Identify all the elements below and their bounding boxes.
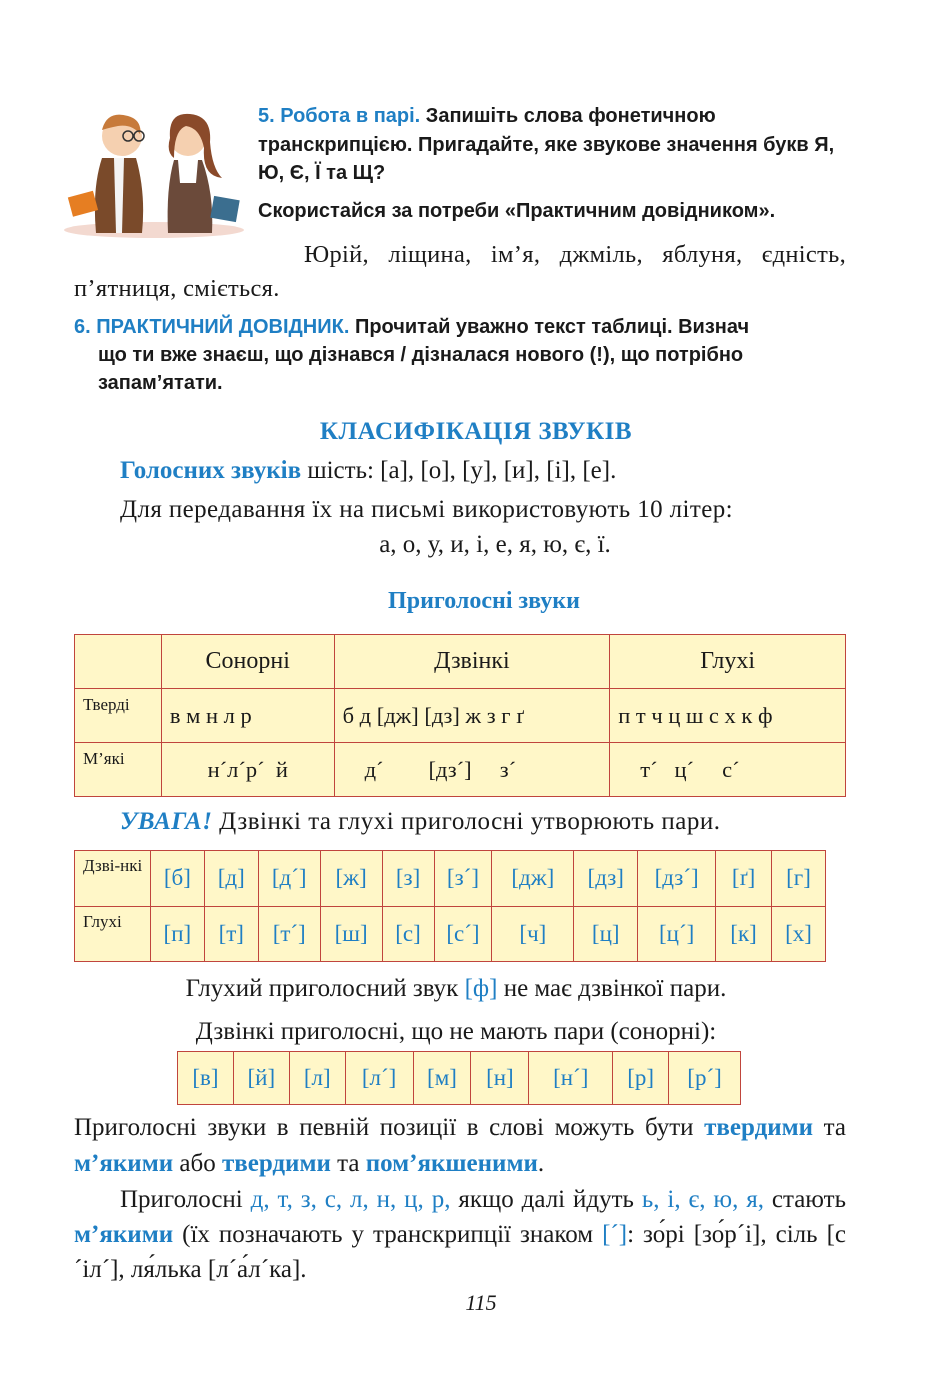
pair-cell: [с] bbox=[382, 906, 434, 962]
sonorant-cell: [р´] bbox=[669, 1052, 741, 1105]
p2-examples: : зо́рі [зо́р´і], сіль [с´іл´], ля́лька [л´а́л´ка]. bbox=[74, 1221, 846, 1283]
unpaired-sound: [ф] bbox=[464, 975, 498, 1002]
p2-text: стають bbox=[763, 1186, 846, 1213]
sonorant-cell: [н] bbox=[471, 1052, 529, 1105]
pair-cell: [ж] bbox=[320, 851, 382, 907]
task6-line1: Прочитай уважно текст таблиці. Визнач bbox=[354, 316, 750, 338]
sonorants-line: Дзвінкі приголосні, що не мають пари (сонорні): bbox=[195, 1018, 717, 1045]
p2-text: Приголосні bbox=[120, 1186, 251, 1213]
header-voiced: Дзвінкі bbox=[334, 635, 610, 689]
task6-line2: що ти вже знаєш, що дізнався / дізналася нового (!), що потрібно bbox=[98, 344, 744, 366]
task5-text: Запишіть слова фонетичною транскрипцією. Пригадайте, яке звукове значення букв Я, Ю, Є, Ї та Щ? bbox=[258, 105, 835, 184]
sonorant-cell: [л´] bbox=[345, 1052, 413, 1105]
cell-soft-sonorant: н´л´р´ й bbox=[161, 743, 334, 797]
p2-softness-sign: [´] bbox=[602, 1221, 628, 1248]
pair-cell: [ч] bbox=[492, 906, 574, 962]
sonorant-cell: [в] bbox=[178, 1052, 234, 1105]
consonant-table bbox=[74, 634, 846, 797]
pair-cell: [з´] bbox=[434, 851, 492, 907]
pair-cell: [ц] bbox=[574, 906, 638, 962]
header-voiceless: Глухі bbox=[610, 635, 846, 689]
sonorants-table bbox=[177, 1051, 741, 1105]
p2-consonants: д, т, з, с, л, н, ц, р, bbox=[250, 1186, 451, 1213]
pairs-table bbox=[74, 850, 826, 962]
row-label-soft: М’які bbox=[75, 743, 162, 797]
table-corner bbox=[75, 635, 162, 689]
paragraph-softening bbox=[74, 1182, 846, 1287]
p2-letters: ь, і, є, ю, я, bbox=[641, 1186, 764, 1213]
pair-cell: [д] bbox=[204, 851, 258, 907]
attention-text: Дзвінкі та глухі приголосні утворюють пари. bbox=[212, 808, 721, 835]
pairs-label-voiceless: Глухі bbox=[75, 906, 151, 962]
vowels-text: шість: [а], [о], [у], [и], [і], [е]. bbox=[301, 457, 617, 484]
pairs-row-voiceless bbox=[75, 906, 826, 962]
letters-line: Для передавання їх на письмі використовують 10 літер: bbox=[120, 496, 733, 523]
pair-cell: [ґ] bbox=[716, 851, 772, 907]
p1-text: та bbox=[813, 1114, 846, 1141]
pair-cell: [к] bbox=[716, 906, 772, 962]
p1-term-hard: твердими bbox=[704, 1114, 814, 1141]
pair-cell: [дз´] bbox=[638, 851, 716, 907]
p1-term-softened: пом’якшеними bbox=[365, 1150, 538, 1177]
p1-term-hard: твердими bbox=[221, 1150, 331, 1177]
p1-text: та bbox=[330, 1150, 366, 1177]
letters-list: а, о, у, и, і, е, я, ю, є, ї. bbox=[379, 531, 611, 558]
task5-hint: Скористайся за потреби «Практичним довідником». bbox=[258, 200, 776, 222]
table-row bbox=[75, 689, 846, 743]
attention-label: УВАГА! bbox=[120, 808, 213, 835]
children-illustration bbox=[62, 98, 247, 238]
header-sonorant: Сонорні bbox=[161, 635, 334, 689]
page-number: 115 bbox=[465, 1290, 497, 1315]
cell-hard-voiceless: п т ч ц ш с х к ф bbox=[610, 689, 846, 743]
pair-cell: [дз] bbox=[574, 851, 638, 907]
sonorants-row bbox=[178, 1052, 741, 1105]
pair-cell: [т] bbox=[204, 906, 258, 962]
cell-soft-voiceless: т´ ц´ с´ bbox=[610, 743, 846, 797]
sonorant-cell: [м] bbox=[413, 1052, 471, 1105]
task6-instruction bbox=[74, 313, 864, 397]
consonants-title: Приголосні звуки bbox=[388, 588, 580, 614]
task5-words: Юрій, ліщина, ім’я, джміль, яблуня, єдність, п’ятниця, сміється. bbox=[74, 241, 846, 302]
pair-cell: [б] bbox=[150, 851, 204, 907]
task5-instruction bbox=[258, 102, 858, 188]
row-label-hard: Тверді bbox=[75, 689, 162, 743]
task6-line3: запам’ятати. bbox=[98, 372, 223, 394]
unpaired-voiceless-line bbox=[0, 975, 952, 1003]
sonorant-cell: [л] bbox=[289, 1052, 345, 1105]
cell-hard-sonorant: в м н л р bbox=[161, 689, 334, 743]
p2-term-soft: м’якими bbox=[74, 1221, 174, 1248]
p1-text: . bbox=[537, 1150, 545, 1177]
pair-cell: [с´] bbox=[434, 906, 492, 962]
vowels-term: Голосних звуків bbox=[120, 457, 302, 484]
table-row bbox=[75, 743, 846, 797]
p1-text: Приголосні звуки в певній позиції в слові можуть бути bbox=[74, 1114, 705, 1141]
cell-soft-voiced: д´ [дз´] з´ bbox=[334, 743, 610, 797]
section-title: КЛАСИФІКАЦІЯ ЗВУКІВ bbox=[319, 418, 633, 445]
pair-cell: [з] bbox=[382, 851, 434, 907]
pair-cell: [т´] bbox=[258, 906, 320, 962]
pair-cell: [ш] bbox=[320, 906, 382, 962]
cell-hard-voiced: б д [дж] [дз] ж з г ґ bbox=[334, 689, 610, 743]
p1-text: або bbox=[173, 1150, 222, 1177]
attention-line bbox=[120, 808, 846, 836]
p2-text: якщо далі йдуть bbox=[450, 1186, 642, 1213]
vowels-line bbox=[120, 457, 616, 485]
unpaired-after: не має дзвінкої пари. bbox=[497, 975, 727, 1002]
pair-cell: [дж] bbox=[492, 851, 574, 907]
sonorant-cell: [н´] bbox=[529, 1052, 613, 1105]
consonant-table-header bbox=[75, 635, 846, 689]
pairs-label-voiced: Дзві-нкі bbox=[75, 851, 151, 907]
p2-text: (їх позначають у транскрипції знаком bbox=[173, 1221, 603, 1248]
pair-cell: [х] bbox=[772, 906, 826, 962]
task5-number: 5. Робота в парі. bbox=[258, 105, 421, 127]
pair-cell: [п] bbox=[150, 906, 204, 962]
p1-term-soft: м’якими bbox=[74, 1150, 174, 1177]
pair-cell: [г] bbox=[772, 851, 826, 907]
pair-cell: [д´] bbox=[258, 851, 320, 907]
task6-number: 6. ПРАКТИЧНИЙ ДОВІДНИК. bbox=[74, 316, 350, 338]
pairs-row-voiced bbox=[75, 851, 826, 907]
unpaired-before: Глухий приголосний звук bbox=[185, 975, 465, 1002]
paragraph-hard-soft bbox=[74, 1110, 846, 1182]
sonorant-cell: [й] bbox=[233, 1052, 289, 1105]
pair-cell: [ц´] bbox=[638, 906, 716, 962]
sonorant-cell: [р] bbox=[613, 1052, 669, 1105]
